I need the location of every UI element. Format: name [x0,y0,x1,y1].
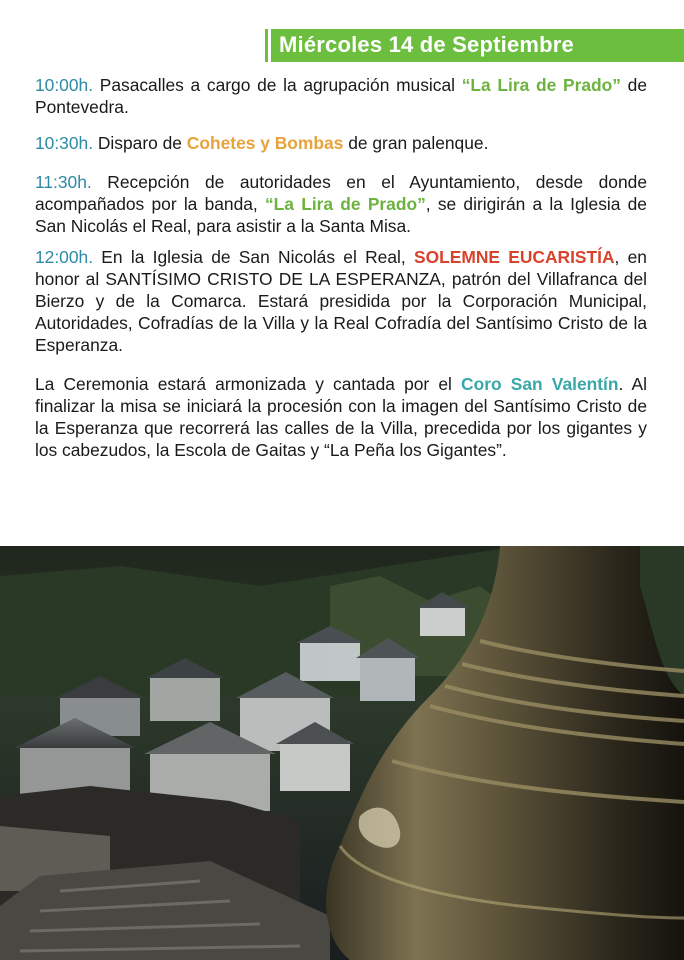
ceremony-text: La Ceremonia estará armonizada y cantada por el [35,374,462,394]
bell-village-photo [0,546,684,960]
event-text: Disparo de [93,133,187,153]
event-text: En la Iglesia de San Nicolás el Real, [93,247,414,267]
photo-illustration [0,546,684,960]
event-time: 11:30h. [35,172,92,192]
event-text: , en honor al SANTÍSIMO CRISTO DE LA ESPERANZA, patrón del Villafranca del Bierzo y de la Comarca. Estará presidida por la Corporación Municipal, Autoridades, Cofradías de la Villa y la Real Cofradía del Santísimo Cristo de la Esperanza. [35,247,647,355]
day-title-banner [268,29,684,62]
event-paragraph [35,132,647,154]
ceremony-text: . Al finalizar la misa se iniciará la procesión con la imagen del Santísimo Cristo de la Esperanza que recorrerá las calles de la Villa, precedida por los gigantes y los cabezudos, la Escola de Gaitas y “La Peña los Gigantes”. [35,374,647,460]
event-text: Pasacalles a cargo de la agrupación musical [93,75,462,95]
event-paragraph [35,246,647,356]
event-paragraph [35,171,647,237]
ceremony-paragraph [35,373,647,461]
event-time: 10:30h. [35,133,94,153]
ceremony-highlight: Coro San Valentín [461,374,619,394]
event-time: 12:00h. [35,247,94,267]
event-paragraph [35,74,647,118]
event-text: de Pontevedra. [35,75,647,117]
event-text: de gran palenque. [343,133,489,153]
event-highlight: “La Lira de Prado” [264,194,426,214]
event-highlight: Cohetes y Bombas [186,133,344,153]
event-time: 10:00h. [35,75,94,95]
event-text: Recepción de autoridades en el Ayuntamiento, desde donde acompañados por la banda, [35,172,647,214]
event-highlight: SOLEMNE EUCARISTÍA [413,247,615,267]
day-title: Miércoles 14 de Septiembre [279,32,574,57]
program-text [35,74,647,461]
event-highlight: “La Lira de Prado” [461,75,621,95]
event-text: , se dirigirán a la Iglesia de San Nicolás el Real, para asistir a la Santa Misa. [35,194,647,236]
